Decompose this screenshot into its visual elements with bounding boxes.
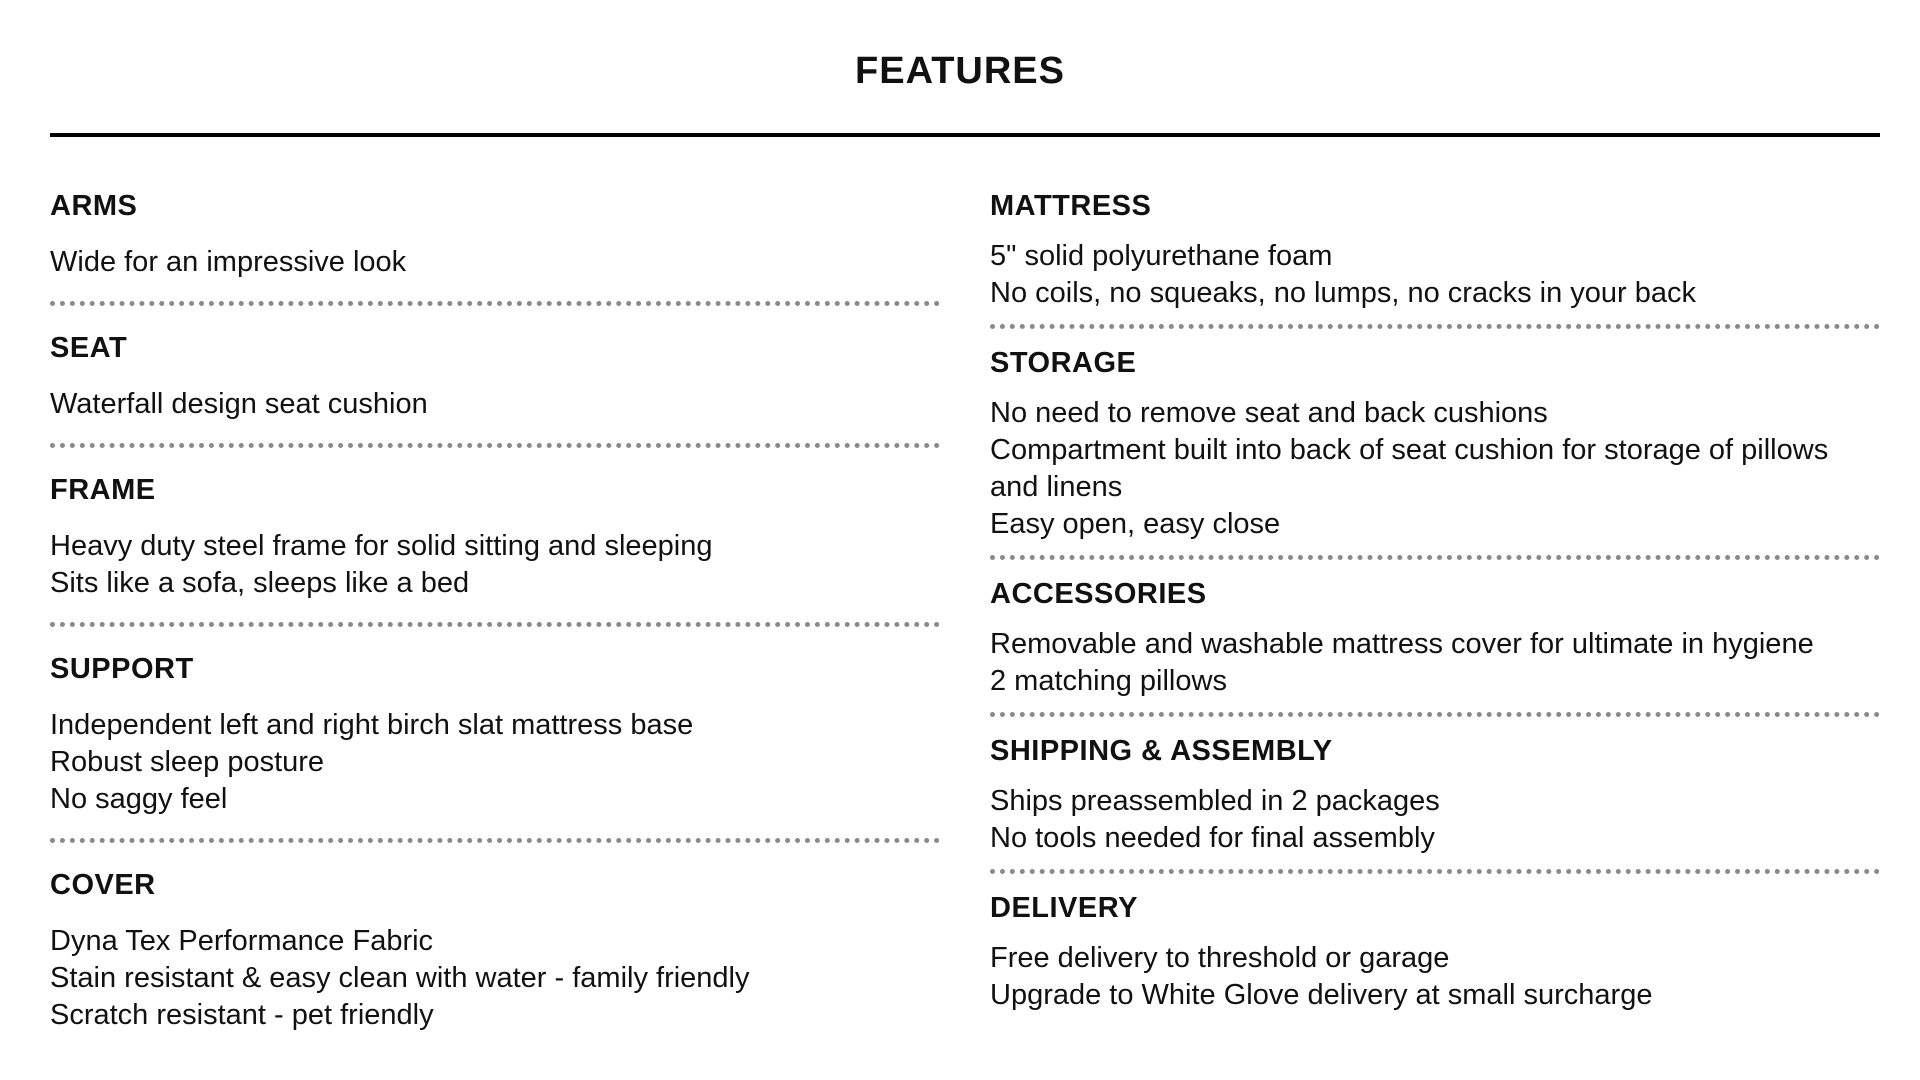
feature-line: Ships preassembled in 2 packages bbox=[990, 785, 1440, 817]
feature-section-storage bbox=[990, 329, 1880, 560]
feature-section-delivery bbox=[990, 874, 1880, 1026]
feature-line: Removable and washable mattress cover for ultimate in hygiene bbox=[990, 628, 1814, 660]
section-heading: ARMS bbox=[50, 190, 138, 222]
feature-section-support bbox=[50, 627, 940, 843]
section-lines bbox=[50, 226, 940, 301]
feature-line: Upgrade to White Glove delivery at small surcharge bbox=[990, 979, 1653, 1011]
section-lines bbox=[990, 771, 1880, 869]
feature-line: Free delivery to threshold or garage bbox=[990, 942, 1450, 974]
feature-line: Dyna Tex Performance Fabric bbox=[50, 925, 434, 957]
feature-section-accessories bbox=[990, 560, 1880, 717]
feature-line: Heavy duty steel frame for solid sitting and sleeping bbox=[50, 530, 713, 562]
feature-section-shipping-assembly bbox=[990, 717, 1880, 874]
section-lines bbox=[990, 614, 1880, 712]
feature-line: No need to remove seat and back cushions bbox=[990, 397, 1548, 429]
section-heading: SHIPPING & ASSEMBLY bbox=[990, 735, 1333, 767]
feature-line: 2 matching pillows bbox=[990, 665, 1227, 697]
feature-line: No tools needed for final assembly bbox=[990, 822, 1435, 854]
feature-line: Robust sleep posture bbox=[50, 746, 325, 778]
section-lines bbox=[50, 368, 940, 443]
feature-section-cover bbox=[50, 843, 940, 1054]
feature-line: 5" solid polyurethane foam bbox=[990, 240, 1333, 272]
section-heading: DELIVERY bbox=[990, 892, 1138, 924]
feature-line: Waterfall design seat cushion bbox=[50, 388, 428, 420]
title-divider bbox=[50, 133, 1880, 137]
feature-line: Easy open, easy close bbox=[990, 508, 1281, 540]
section-lines bbox=[50, 905, 940, 1054]
feature-line: Independent left and right birch slat mattress base bbox=[50, 709, 694, 741]
section-lines bbox=[50, 510, 940, 622]
feature-line: Wide for an impressive look bbox=[50, 246, 407, 278]
section-heading: STORAGE bbox=[990, 347, 1137, 379]
section-lines bbox=[50, 689, 940, 838]
features-left-column bbox=[50, 186, 940, 1054]
feature-line: Scratch resistant - pet friendly bbox=[50, 999, 434, 1031]
feature-section-arms bbox=[50, 186, 940, 306]
feature-section-frame bbox=[50, 448, 940, 627]
section-heading: COVER bbox=[50, 869, 156, 901]
section-heading: ACCESSORIES bbox=[990, 578, 1207, 610]
section-lines bbox=[990, 226, 1880, 324]
feature-line: Sits like a sofa, sleeps like a bed bbox=[50, 567, 470, 599]
section-lines bbox=[990, 928, 1880, 1026]
features-right-column bbox=[990, 186, 1880, 1026]
section-lines bbox=[990, 383, 1880, 555]
section-heading: MATTRESS bbox=[990, 190, 1152, 222]
feature-section-seat bbox=[50, 306, 940, 448]
feature-line: Stain resistant & easy clean with water - family friendly bbox=[50, 962, 750, 994]
section-heading: FRAME bbox=[50, 474, 156, 506]
section-heading: SEAT bbox=[50, 332, 128, 364]
section-heading: SUPPORT bbox=[50, 653, 194, 685]
feature-line: Compartment built into back of seat cushion for storage of pillows and linens bbox=[990, 434, 1829, 503]
page-title: FEATURES bbox=[855, 50, 1065, 92]
feature-line: No coils, no squeaks, no lumps, no cracks in your back bbox=[990, 277, 1696, 309]
feature-line: No saggy feel bbox=[50, 783, 228, 815]
feature-section-mattress bbox=[990, 186, 1880, 329]
